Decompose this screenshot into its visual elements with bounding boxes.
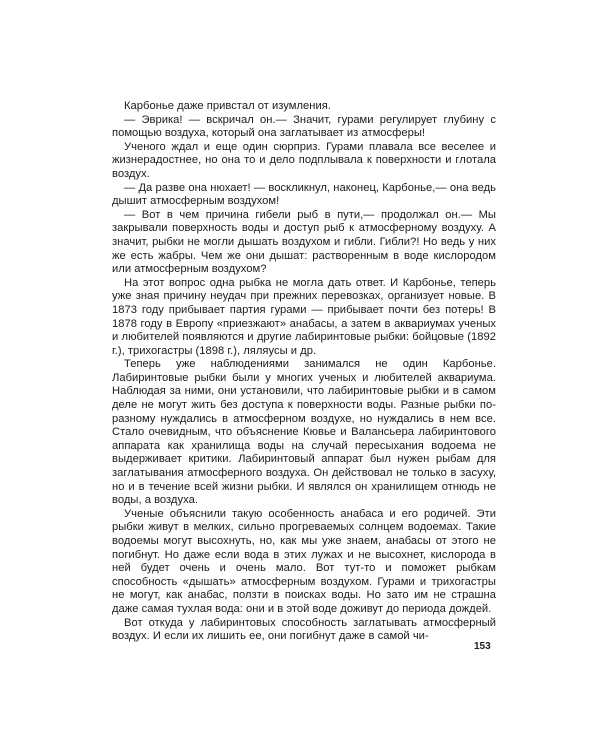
paragraph: — Вот в чем причина гибели рыб в пути,— продолжал он.— Мы закрывали поверхность воды и доступ рыб к атмосферному воздуху. А значит, рыбки не могли дышать воздухом и гибли. Гибли?! Но ведь у них же есть жабры. Чем же они дышат: растворенным в воде кислородом или атмосферным воздухом? <box>112 208 496 276</box>
paragraph: — Да разве она нюхает! — воскликнул, наконец, Карбонье,— она ведь дышит атмосферным воздухом! <box>112 181 496 208</box>
paragraph: — Эврика! — вскричал он.— Значит, гурами регулирует глубину с помощью воздуха, который она заглатывает из атмосферы! <box>112 113 496 140</box>
paragraph: Ученого ждал и еще один сюрприз. Гурами плавала все веселее и жизнерадостнее, но она то и дело подплывала к поверхности и глотала воздух. <box>112 140 496 180</box>
paragraph: Вот откуда у лабиринтовых способность заглатывать атмосферный воздух. И если их лишить ее, они погибнут даже в самой чи- <box>112 616 496 643</box>
paragraph: Теперь уже наблюдениями занимался не один Карбонье. Лабиринтовые рыбки были у многих ученых и любителей аквариума. Наблюдая за ними, они установили, что лабиринтовые рыбки и в самом деле не могут жить без доступа к поверхности воды. Разные рыбки по-разному нуждались в атмосферном воздухе, но нуждались в нем все. Стало очевидным, что объяснение Кювье и Валансьера лабиринтового аппарата как хранилища воды на случай пересыхания водоема не выдерживает критики. Лабиринтовый аппарат был нужен рыбам для заглатывания атмосферного воздуха. Он действовал не только в засуху, но и в течение всей жизни рыбки. И являлся он хранилищем отнюдь не воды, а воздуха. <box>112 358 496 507</box>
paragraph: Ученые объяснили такую особенность анабаса и его родичей. Эти рыбки живут в мелких, сильно прогреваемых солнцем водоемах. Такие водоемы могут высохнуть, но, как мы уже знаем, анабасы от этого не погибнут. Но даже если вода в этих лужах и не высохнет, кислорода в ней будет очень и очень мало. Вот тут-то и поможет рыбкам способность «дышать» атмосферным воздухом. Гурами и трихогастры не могут, как анабас, ползти в поисках воды. Но зато им не страшна даже самая тухлая вода: они и в этой воде доживут до периода дождей. <box>112 507 496 615</box>
paragraph: Карбонье даже привстал от изумления. <box>124 100 331 112</box>
page-number: 153 <box>474 641 491 652</box>
paragraph: На этот вопрос одна рыбка не могла дать ответ. И Карбонье, теперь уже зная причину неудач при прежних перевозках, организует новые. В 1873 году прибывает партия гурами — прибывает почти без потерь! В 1878 году в Европу «приезжают» анабасы, а затем в аквариумах ученых и любителей появляются и другие лабиринтовые рыбки: бойцовые (1892 г.), трихогастры (1898 г.), ляляусы и др. <box>112 276 496 357</box>
page-text <box>112 100 496 644</box>
